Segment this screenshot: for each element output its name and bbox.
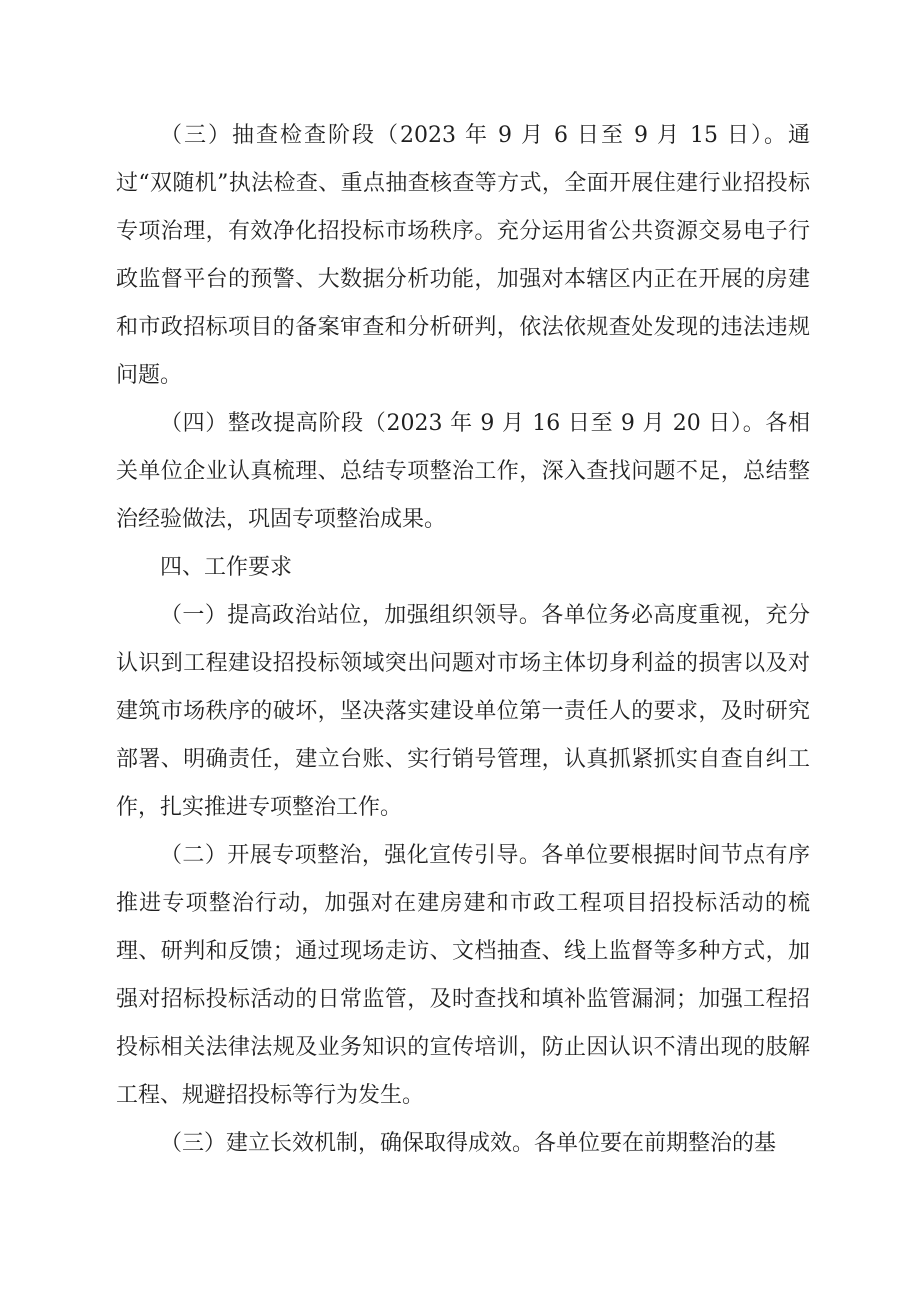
paragraph-requirement-2: （二）开展专项整治，强化宣传引导。各单位要根据时间节点有序推进专项整治行动，加强对在建房建和市政工程项目招投标活动的梳理、研判和反馈；通过现场走访、文档抽查、线上监督等多种方式，加强对招标投标活动的日常监管，及时查找和填补监管漏洞；加强工程招投标相关法律法规及业务知识的宣传培训，防止因认识不清出现的肢解工程、规避招投标等行为发生。 bbox=[116, 843, 810, 1108]
paragraph-requirement-1: （一）提高政治站位，加强组织领导。各单位务必高度重视，充分认识到工程建设招投标领域突出问题对市场主体切身利益的损害以及对建筑市场秩序的破坏，坚决落实建设单位第一责任人的要求，及时研究部署、明确责任，建立台账、实行销号管理，认真抓紧抓实自查自纠工作，扎实推进专项整治工作。 bbox=[116, 603, 810, 820]
document-body bbox=[116, 112, 810, 1168]
paragraph-spot-check-stage: （三）抽查检查阶段（2023 年 9 月 6 日至 9 月 15 日）。通过“双随机”执法检查、重点抽查核查等方式，全面开展住建行业招投标专项治理，有效净化招投标市场秩序。充分运用省公共资源交易电子行政监督平台的预警、大数据分析功能，加强对本辖区内正在开展的房建和市政招标项目的备案审查和分析研判，依法依规查处发现的违法违规问题。 bbox=[116, 123, 810, 388]
paragraph-requirement-3: （三）建立长效机制，确保取得成效。各单位要在前期整治的基 bbox=[160, 1131, 777, 1156]
paragraph-rectification-stage: （四）整改提高阶段（2023 年 9 月 16 日至 9 月 20 日）。各相关单位企业认真梳理、总结专项整治工作，深入查找问题不足，总结整治经验做法，巩固专项整治成果。 bbox=[116, 411, 810, 532]
section-heading-work-requirements: 四、工作要求 bbox=[160, 555, 293, 580]
